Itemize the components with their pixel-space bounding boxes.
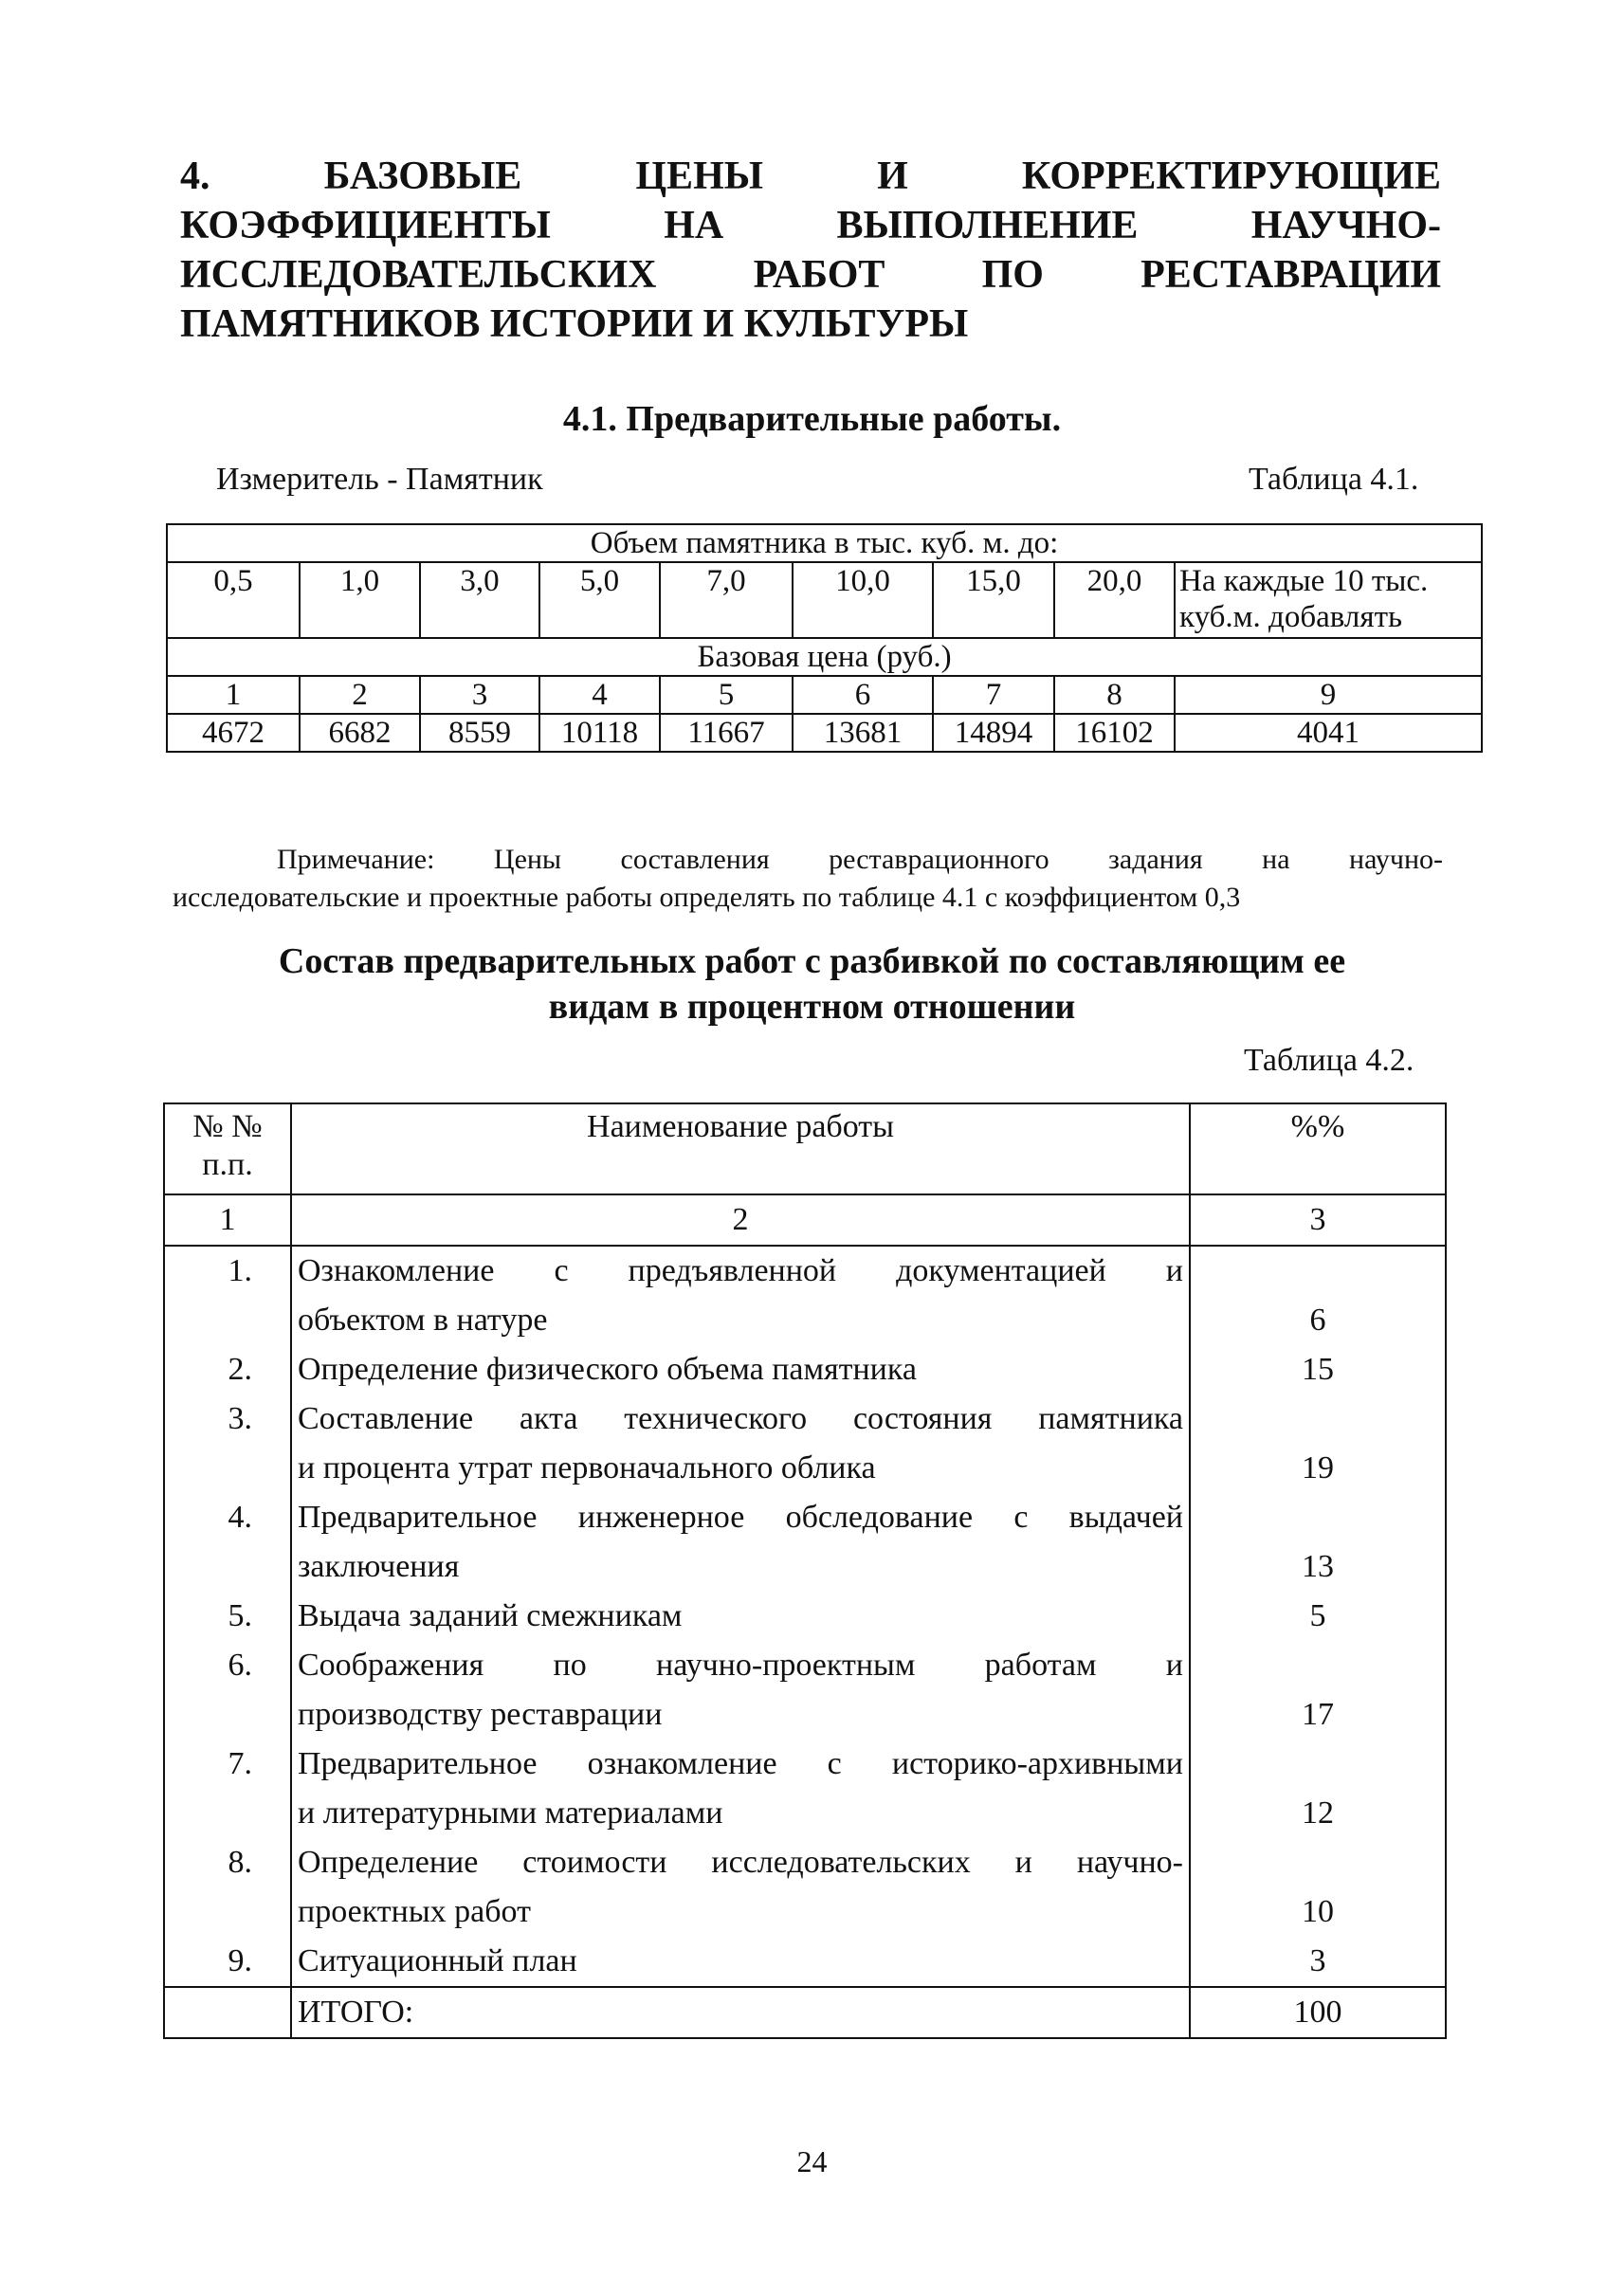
price-cell: 11667 xyxy=(660,714,793,752)
composition-title-line: Состав предварительных работ с разбивкой по составляющим ее xyxy=(278,941,1346,981)
row-percent: 3 xyxy=(1190,1937,1446,1987)
row-name xyxy=(291,1592,1190,1641)
column-index: 3 xyxy=(420,676,539,714)
price-cell: 14894 xyxy=(933,714,1054,752)
column-index: 1 xyxy=(167,676,300,714)
row-percent: 12 xyxy=(1190,1740,1446,1838)
total-value: 100 xyxy=(1190,1987,1446,2038)
heading-line: КОЭФФИЦИЕНТЫ НА ВЫПОЛНЕНИЕ НАУЧНО- xyxy=(180,204,1441,247)
volume-cell: 5,0 xyxy=(539,562,660,638)
heading-line: ПАМЯТНИКОВ ИСТОРИИ И КУЛЬТУРЫ xyxy=(180,302,969,346)
price-cell: 16102 xyxy=(1054,714,1175,752)
row-name-line: Ознакомление с предъявленной документацией и xyxy=(298,1253,1183,1288)
row-name-line: заключения xyxy=(298,1549,460,1584)
table-row xyxy=(164,1937,1446,1987)
column-index: 7 xyxy=(933,676,1054,714)
row-percent: 13 xyxy=(1190,1493,1446,1592)
price-cell: 10118 xyxy=(539,714,660,752)
column-index: 5 xyxy=(660,676,793,714)
row-percent: 10 xyxy=(1190,1838,1446,1937)
composition-title xyxy=(0,938,1624,1030)
row-name xyxy=(291,1345,1190,1394)
volume-cell: 0,5 xyxy=(167,562,300,638)
row-name-line: Предварительное ознакомление с историко-архивными xyxy=(298,1746,1183,1781)
row-name-line: Определение физического объема памятника xyxy=(298,1352,917,1387)
total-row xyxy=(164,1987,1446,2038)
volume-cell: 1,0 xyxy=(300,562,420,638)
volume-header: Объем памятника в тыс. куб. м. до: xyxy=(167,524,1482,562)
row-name xyxy=(291,1493,1190,1592)
table1-label: Таблица 4.1. xyxy=(1249,462,1419,497)
price-cell: 13681 xyxy=(793,714,933,752)
row-name-line: производству реставрации xyxy=(298,1697,663,1732)
row-number: 9. xyxy=(164,1937,291,1987)
row-name-line: Составление акта технического состояния памятника xyxy=(298,1401,1183,1436)
table-row xyxy=(164,1246,1446,1345)
row-name xyxy=(291,1394,1190,1493)
column-index: 2 xyxy=(300,676,420,714)
column-index: 9 xyxy=(1175,676,1482,714)
volume-cell: 7,0 xyxy=(660,562,793,638)
row-name-line: Соображения по научно-проектным работам и xyxy=(298,1648,1183,1683)
table-row xyxy=(164,1641,1446,1740)
row-percent: 15 xyxy=(1190,1345,1446,1394)
price-cell: 6682 xyxy=(300,714,420,752)
row-name-line: и процента утрат первоначального облика xyxy=(298,1450,876,1485)
header-name: Наименование работы xyxy=(291,1103,1190,1194)
price-header: Базовая цена (руб.) xyxy=(167,638,1482,676)
row-number: 5. xyxy=(164,1592,291,1641)
row-percent: 17 xyxy=(1190,1641,1446,1740)
header-num: № № п.п. xyxy=(164,1103,291,1194)
column-index: 1 xyxy=(164,1194,291,1246)
table-row xyxy=(164,1493,1446,1592)
row-percent: 19 xyxy=(1190,1394,1446,1493)
row-number: 2. xyxy=(164,1345,291,1394)
table2-label: Таблица 4.2. xyxy=(1244,1043,1414,1078)
extra-volume-header: На каждые 10 тыс. куб.м. добавлять xyxy=(1175,562,1482,638)
row-number: 3. xyxy=(164,1394,291,1493)
header-pct: %% xyxy=(1190,1103,1446,1194)
column-index: 4 xyxy=(539,676,660,714)
note-line: исследовательские и проектные работы определять по таблице 4.1 с коэффициентом 0,3 xyxy=(173,882,1241,913)
table-row xyxy=(164,1394,1446,1493)
column-index: 8 xyxy=(1054,676,1175,714)
table-row xyxy=(164,1740,1446,1838)
volume-cell: 10,0 xyxy=(793,562,933,638)
measure-label: Измеритель - Памятник xyxy=(216,462,543,497)
row-name xyxy=(291,1838,1190,1937)
row-name xyxy=(291,1246,1190,1345)
row-name-line: Определение стоимости исследовательских и научно- xyxy=(298,1845,1183,1880)
total-label: ИТОГО: xyxy=(291,1987,1190,2038)
note xyxy=(173,841,1443,917)
column-index: 6 xyxy=(793,676,933,714)
price-cell: 4672 xyxy=(167,714,300,752)
row-number: 4. xyxy=(164,1493,291,1592)
price-cell: 4041 xyxy=(1175,714,1482,752)
row-name xyxy=(291,1937,1190,1987)
row-name-line: и литературными материалами xyxy=(298,1795,723,1831)
row-name-line: Выдача заданий смежникам xyxy=(298,1598,683,1633)
row-name-line: Ситуационный план xyxy=(298,1943,577,1978)
row-name-line: Предварительное инженерное обследование с выдачей xyxy=(298,1500,1183,1535)
page-number: 24 xyxy=(796,2144,828,2178)
row-percent: 5 xyxy=(1190,1592,1446,1641)
table-row xyxy=(164,1592,1446,1641)
composition-title-line: видам в процентном отношении xyxy=(548,987,1076,1027)
volume-cell: 20,0 xyxy=(1054,562,1175,638)
row-percent: 6 xyxy=(1190,1246,1446,1345)
row-name-line: объектом в натуре xyxy=(298,1303,548,1338)
subsection-title: 4.1. Предварительные работы. xyxy=(562,399,1062,439)
row-name-line: проектных работ xyxy=(298,1894,531,1929)
heading-line: ИССЛЕДОВАТЕЛЬСКИХ РАБОТ ПО РЕСТАВРАЦИИ xyxy=(180,253,1441,297)
works-composition-table xyxy=(163,1102,1447,2039)
row-number: 8. xyxy=(164,1838,291,1937)
base-price-table xyxy=(166,523,1483,753)
volume-cell: 3,0 xyxy=(420,562,539,638)
row-number: 6. xyxy=(164,1641,291,1740)
row-name xyxy=(291,1740,1190,1838)
heading-line: 4. БАЗОВЫЕ ЦЕНЫ И КОРРЕКТИРУЮЩИЕ xyxy=(180,155,1441,198)
column-index: 3 xyxy=(1190,1194,1446,1246)
row-name xyxy=(291,1641,1190,1740)
row-number: 7. xyxy=(164,1740,291,1838)
row-number: 1. xyxy=(164,1246,291,1345)
table-row xyxy=(164,1838,1446,1937)
total-empty-cell xyxy=(164,1987,291,2038)
section-heading xyxy=(180,152,1441,349)
table-row xyxy=(164,1345,1446,1394)
column-index: 2 xyxy=(291,1194,1190,1246)
note-line: Примечание: Цены составления реставрационного задания на научно- xyxy=(277,844,1443,875)
price-cell: 8559 xyxy=(420,714,539,752)
volume-cell: 15,0 xyxy=(933,562,1054,638)
